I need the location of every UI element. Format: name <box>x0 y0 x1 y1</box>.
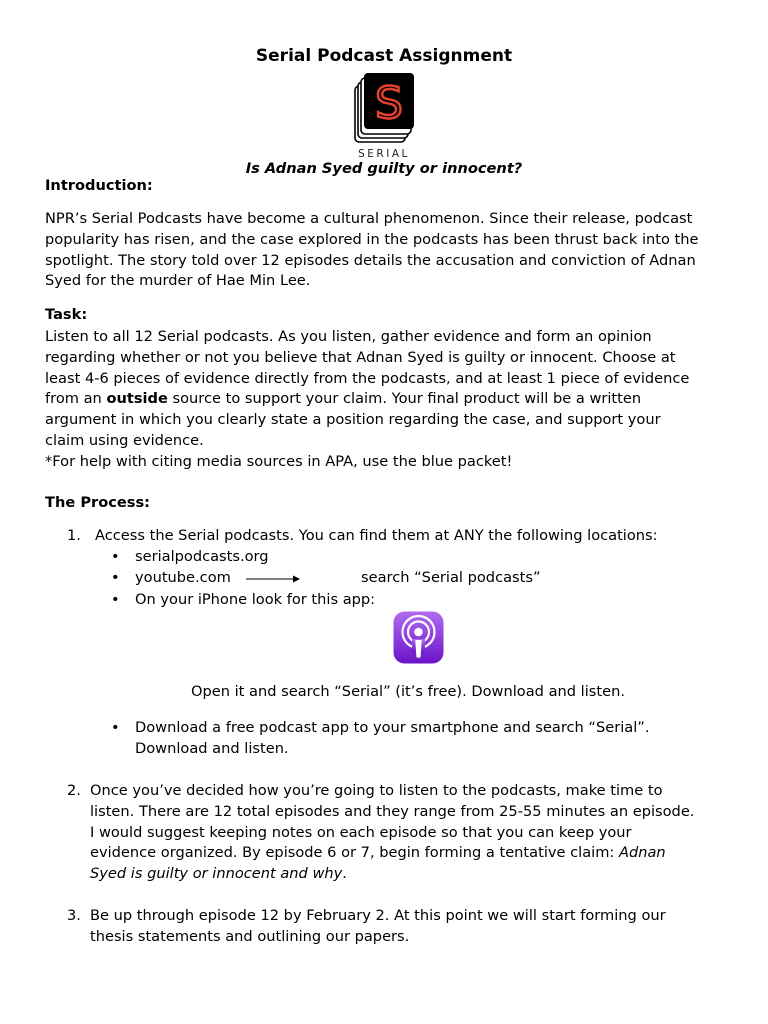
step-number: 3. <box>67 907 81 924</box>
intro-line: popularity has risen, and the case explored in the podcasts has been thrust back into the <box>45 230 699 248</box>
step2-line: Once you’ve decided how you’re going to listen to the podcasts, make time to <box>90 782 663 799</box>
intro-line: NPR’s Serial Podcasts have become a cultural phenomenon. Since their release, podcast <box>45 210 693 227</box>
step2-line: I would suggest keeping notes on each episode so that you can keep your <box>90 823 632 841</box>
task-heading: Task: <box>45 306 88 323</box>
logo-letter: S <box>375 78 403 129</box>
page-title: Serial Podcast Assignment <box>255 46 513 66</box>
intro-heading: Introduction: <box>45 177 153 194</box>
process-heading: The Process: <box>45 494 150 511</box>
intro-line: Syed for the murder of Hae Min Lee. <box>45 272 311 290</box>
task-line: regarding whether or not you believe that Adnan Syed is guilty or innocent. Choose at <box>45 348 676 366</box>
task-line <box>45 389 689 410</box>
step2-line: listen. There are 12 total episodes and they range from 25-55 minutes an episode. <box>90 802 695 820</box>
step3-text <box>90 906 666 948</box>
bullet-iphone-app: On your iPhone look for this app: <box>135 591 376 608</box>
page-subtitle: Is Adnan Syed guilty or innocent? <box>245 160 523 177</box>
bullet-glyph: • <box>111 719 120 736</box>
bullet-glyph: • <box>111 569 120 586</box>
podcast-app-icon <box>393 611 444 664</box>
youtube-search-instruction: search “Serial podcasts” <box>361 569 541 586</box>
intro-line: spotlight. The story told over 12 episodes details the accusation and conviction of Adnan <box>45 251 696 269</box>
bullet-glyph: • <box>111 548 120 565</box>
step2-claim: Syed is guilty or innocent and why <box>90 865 343 883</box>
bullet-download-app <box>135 718 649 760</box>
step-number: 1. <box>67 527 81 544</box>
logo-wordmark: SERIAL <box>358 148 410 160</box>
bullet-serialpodcasts: serialpodcasts.org <box>135 548 269 565</box>
step2-line <box>90 864 694 885</box>
serial-logo <box>351 70 417 160</box>
arrow-right-icon <box>245 572 301 589</box>
task-emphasis: outside <box>106 390 168 408</box>
app-instruction: Open it and search “Serial” (it’s free). Download and listen. <box>191 683 625 700</box>
task-line-text: from an <box>45 390 107 408</box>
step3-line: thesis statements and outlining our papers. <box>90 927 410 945</box>
task-line: argument in which you clearly state a position regarding the case, and support your <box>45 411 661 429</box>
task-paragraph <box>45 327 689 473</box>
task-line-text: source to support your claim. Your final product will be a written <box>167 390 642 408</box>
task-line: claim using evidence. <box>45 431 204 449</box>
step2-line <box>90 843 694 864</box>
bullet-line: Download a free podcast app to your smartphone and search “Serial”. <box>135 719 650 736</box>
step-number: 2. <box>67 782 81 799</box>
step2-text <box>90 781 694 885</box>
bullet-youtube: youtube.com <box>135 569 231 586</box>
bullet-line: Download and listen. <box>135 739 289 757</box>
step3-line: Be up through episode 12 by February 2. At this point we will start forming our <box>90 907 666 924</box>
step2-claim: Adnan <box>618 844 666 862</box>
task-note: *For help with citing media sources in APA, use the blue packet! <box>45 452 513 470</box>
task-line: Listen to all 12 Serial podcasts. As you listen, gather evidence and form an opinion <box>45 328 652 345</box>
bullet-glyph: • <box>111 591 120 608</box>
task-line: least 4-6 pieces of evidence directly from the podcasts, and at least 1 piece of evidence <box>45 369 690 387</box>
step1-text: Access the Serial podcasts. You can find them at ANY the following locations: <box>95 527 658 544</box>
step2-line-text: . <box>342 865 347 883</box>
step2-line-text: evidence organized. By episode 6 or 7, begin forming a tentative claim: <box>90 844 619 862</box>
intro-paragraph <box>45 209 699 292</box>
